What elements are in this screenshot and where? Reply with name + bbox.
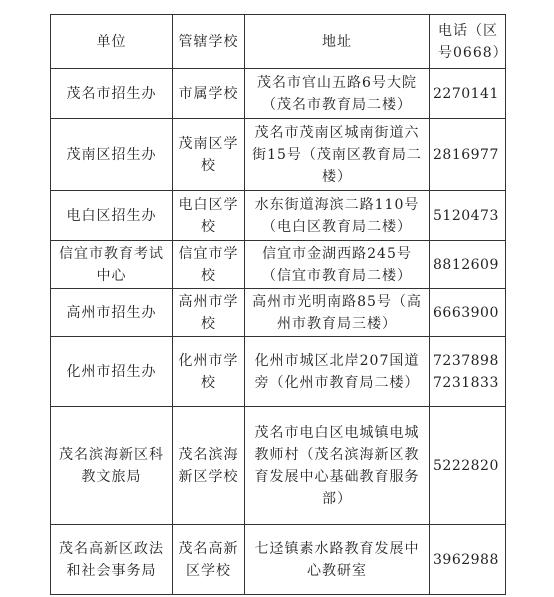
cell-phone [430,337,506,407]
cell-phone [430,407,506,525]
cell-phone [430,289,506,337]
cell-school: 化州市学校 [173,337,245,407]
phone-number: 5120473 [433,207,499,224]
admissions-contact-table [50,14,506,595]
cell-unit: 茂名市招生办 [51,69,173,119]
cell-phone [430,525,506,595]
header-unit: 单位 [51,15,173,69]
cell-school: 茂南区学校 [173,119,245,191]
cell-address: 化州市城区北岸207国道旁（化州市教育局二楼） [245,337,430,407]
table-row [51,407,506,525]
cell-address: 高州市光明南路85号（高州市教育局三楼） [245,289,430,337]
phone-number: 5222820 [433,457,499,474]
cell-unit: 茂名滨海新区科教文旅局 [51,407,173,525]
cell-address: 茂名市官山五路6号大院（茂名市教育局二楼） [245,69,430,119]
cell-school: 市属学校 [173,69,245,119]
cell-phone [430,69,506,119]
table-row [51,69,506,119]
table-row [51,191,506,241]
cell-address: 水东街道海滨二路110号（电白区教育局二楼） [245,191,430,241]
cell-phone [430,241,506,289]
cell-unit: 信宜市教育考试中心 [51,241,173,289]
cell-address: 信宜市金湖西路245号（信宜市教育局二楼） [245,241,430,289]
phone-number: 8812609 [433,256,499,273]
cell-school: 茂名高新区学校 [173,525,245,595]
phone-number: 2816977 [433,146,499,163]
cell-address: 七迳镇素水路教育发展中心教研室 [245,525,430,595]
header-school: 管辖学校 [173,15,245,69]
cell-school: 茂名滨海新区学校 [173,407,245,525]
cell-school: 电白区学校 [173,191,245,241]
cell-unit: 电白区招生办 [51,191,173,241]
cell-unit: 茂名高新区政法和社会事务局 [51,525,173,595]
cell-unit: 化州市招生办 [51,337,173,407]
cell-address: 茂名市电白区电城镇电城教师村（茂名滨海新区教育发展中心基础教育服务部） [245,407,430,525]
table-row [51,525,506,595]
header-phone: 电话（区号0668） [430,15,506,69]
phone-number: 3962988 [433,551,499,568]
table-row [51,337,506,407]
cell-phone [430,119,506,191]
cell-unit: 高州市招生办 [51,289,173,337]
cell-school: 信宜市学校 [173,241,245,289]
table-row [51,241,506,289]
phone-number: 2270141 [433,85,499,102]
phone-number: 7237898 [433,352,499,369]
table-row [51,289,506,337]
cell-unit: 茂南区招生办 [51,119,173,191]
cell-school: 高州市学校 [173,289,245,337]
table-row [51,119,506,191]
header-row [51,15,506,69]
cell-address: 茂名市茂南区城南街道六街15号（茂南区教育局二楼） [245,119,430,191]
phone-number: 6663900 [433,304,499,321]
phone-number: 7231833 [433,374,499,391]
header-address: 地址 [245,15,430,69]
cell-phone [430,191,506,241]
